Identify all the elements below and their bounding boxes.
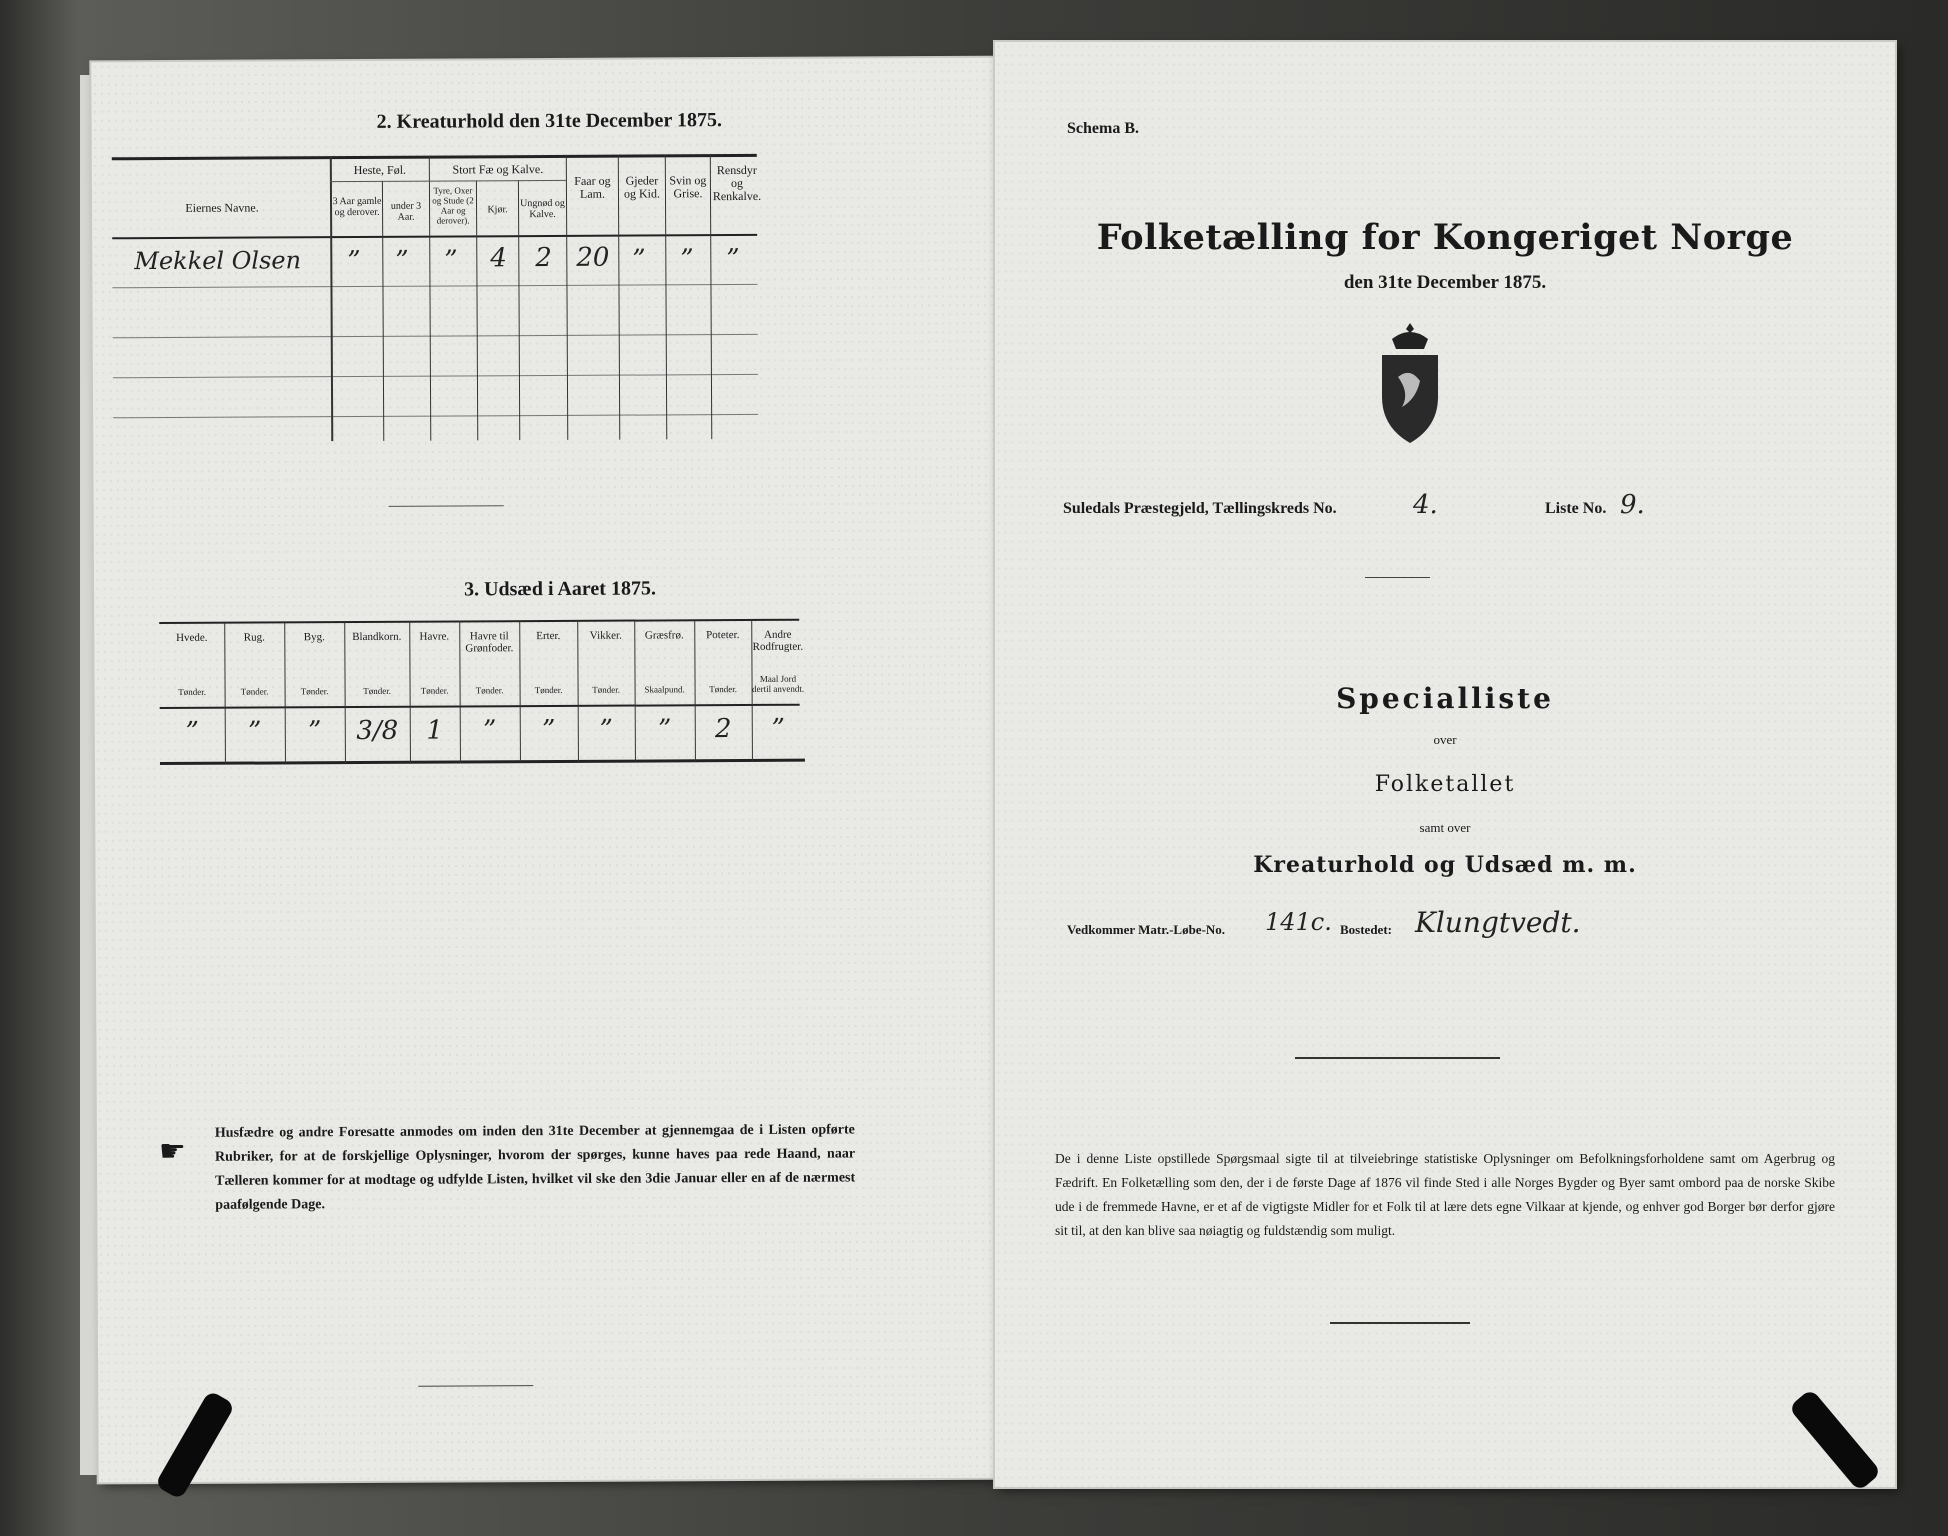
seed-value: ” [599, 714, 614, 745]
seed-column-unit: Tønder. [475, 685, 504, 696]
seed-column-unit: Tønder. [534, 684, 563, 696]
seed-column-unit: Tønder. [240, 686, 269, 697]
seed-value: ” [483, 715, 497, 746]
separator [389, 505, 504, 507]
seed-column-unit: Tønder. [709, 684, 737, 695]
table-cell: ” [444, 245, 458, 276]
column-header: Kjør. [487, 204, 508, 216]
separator [1330, 1322, 1470, 1324]
table-rule [112, 154, 757, 160]
seed-column-name: Rug. [243, 631, 265, 644]
table-rule [113, 374, 758, 378]
column-header: Tyre, Oxer og Stude (2 Aar og derover). [432, 185, 474, 226]
table-cell: 2 [535, 242, 552, 274]
group-rule [330, 180, 566, 182]
district-number: 4. [1413, 490, 1438, 520]
parish-label: Suledals Præstegjeld, Tællingskreds No. [1063, 500, 1337, 517]
owner-name: Mekkel Olsen [134, 246, 302, 276]
table-cell: ” [347, 245, 361, 277]
group-header: Heste, Føl. [353, 162, 407, 178]
kreaturhold-heading: Kreaturhold og Udsæd m. m. [1253, 852, 1637, 878]
seed-column-unit: Skaalpund. [644, 684, 685, 695]
list-label: Liste No. [1545, 500, 1607, 517]
seed-title: 3. Udsæd i Aaret 1875. [463, 577, 656, 601]
seed-value: ” [658, 714, 672, 745]
seed-value: ” [308, 716, 322, 747]
seed-column-name: Vikker. [589, 629, 622, 642]
column-divider [476, 180, 478, 440]
table-cell: ” [632, 244, 646, 275]
owner-header: Eiernes Navne. [185, 200, 259, 215]
seed-value: ” [542, 714, 556, 746]
column-header: Svin og Grise. [669, 173, 707, 201]
seed-value: ” [248, 716, 262, 747]
table-cell: 4 [490, 243, 507, 274]
seed-column-name: Poteter. [706, 629, 740, 642]
seed-column-name: Andre Rodfrugter. [752, 628, 804, 653]
form-title: Folketælling for Kongeriget Norge [1096, 217, 1794, 258]
column-header: 3 Aar gamle og derover. [332, 195, 382, 219]
seed-column-name: Havre. [419, 630, 450, 643]
column-header: Gjeder og Kid. [623, 173, 661, 201]
right-page [995, 42, 1895, 1487]
seed-value: 1 [426, 715, 444, 746]
column-header: Ungnød og Kalve. [520, 197, 565, 221]
table-rule [159, 619, 799, 624]
table-rule [160, 704, 800, 709]
left-page [91, 58, 1013, 1483]
seed-column-name: Blandkorn. [352, 630, 402, 644]
column-header: under 3 Aar. [390, 200, 422, 223]
table-rule [113, 334, 758, 338]
table-cell: ” [680, 244, 694, 275]
seed-value: ” [185, 716, 200, 747]
separator [418, 1385, 533, 1387]
matr-label: Vedkommer Matr.-Løbe-No. [1067, 922, 1226, 937]
seed-value: 3/8 [356, 715, 399, 747]
special-list-heading: Specialliste [1336, 682, 1554, 715]
table-cell: ” [726, 244, 740, 275]
form-date: den 31te December 1875. [1343, 272, 1547, 293]
list-number: 9. [1620, 490, 1645, 520]
seed-column-name: Havre til Grønfoder. [465, 630, 514, 655]
coat-of-arms-icon [1370, 317, 1450, 447]
pointing-hand-icon: ☛ [158, 1133, 186, 1170]
seed-column-unit: Tønder. [300, 686, 329, 697]
table-rule [112, 284, 757, 288]
table-cell: ” [395, 245, 409, 276]
seed-column-unit: Maal Jord dertil anvendt. [752, 673, 805, 694]
seed-column-unit: Tønder. [420, 685, 449, 696]
seed-value: 2 [714, 714, 732, 745]
schema-label: Schema B. [1067, 120, 1139, 137]
footer-text: De i denne Liste opstillede Spørgsmaal sigte til at tilveiebringe statistiske Oplysninger om Befolkningsforholdene samt om Agerbrug og Fædrift. En Folketælling som den, der i de første Dage af 1876 vil finde Sted i alle Norges Bygder og Byer samt ombord paa de norske Skibe ude i de fremmede Havne, er et af de vigtigste Midler for et Folk til at lære dets egne Vilkaar at kjende, og enhver god Borger bør derfor gjøre sit til, at den kan blive saa nøiagtig og fuldstændig som muligt. [1055, 1151, 1835, 1238]
seed-column-unit: Tønder. [178, 686, 206, 697]
over-label: over [1433, 732, 1457, 747]
column-header: Faar og Lam. [574, 173, 611, 201]
table-rule [160, 759, 805, 765]
notice-text: Husfædre og andre Foresatte anmodes om inden den 31te December at gjennemgaa de i Listen opførte Rubriker, for at de forskjellige Oplysninger, hvorom der spørges, kunne haves paa rede Haand, naar Tælleren kommer for at modtage og udfylde Listen, hvilket vil ske den 3die Januar eller en af de nærmest paafølgende Dage. [214, 1122, 856, 1213]
livestock-title: 2. Kreaturhold den 31te December 1875. [376, 109, 722, 133]
matr-number: 141c. [1265, 908, 1332, 936]
column-header: Rensdyr og Renkalve. [712, 162, 762, 204]
samt-over-label: samt over [1419, 820, 1471, 835]
bosted-label: Bostedet: [1340, 922, 1392, 937]
seed-column-name: Byg. [303, 631, 325, 644]
table-cell: 20 [576, 242, 610, 273]
table-rule [113, 414, 758, 418]
table-rule [112, 234, 757, 239]
seed-column-name: Hvede. [176, 631, 208, 644]
seed-column-unit: Tønder. [592, 684, 620, 695]
folketallet-heading: Folketallet [1374, 772, 1516, 797]
separator [1365, 577, 1430, 578]
seed-column-unit: Tønder. [363, 685, 391, 696]
group-header: Stort Fæ og Kalve. [452, 162, 544, 177]
seed-column-name: Erter. [536, 629, 561, 643]
seed-value: ” [771, 713, 786, 744]
separator [1295, 1057, 1500, 1059]
bosted-value: Klungtvedt. [1415, 906, 1581, 939]
seed-column-name: Græsfrø. [644, 629, 684, 642]
